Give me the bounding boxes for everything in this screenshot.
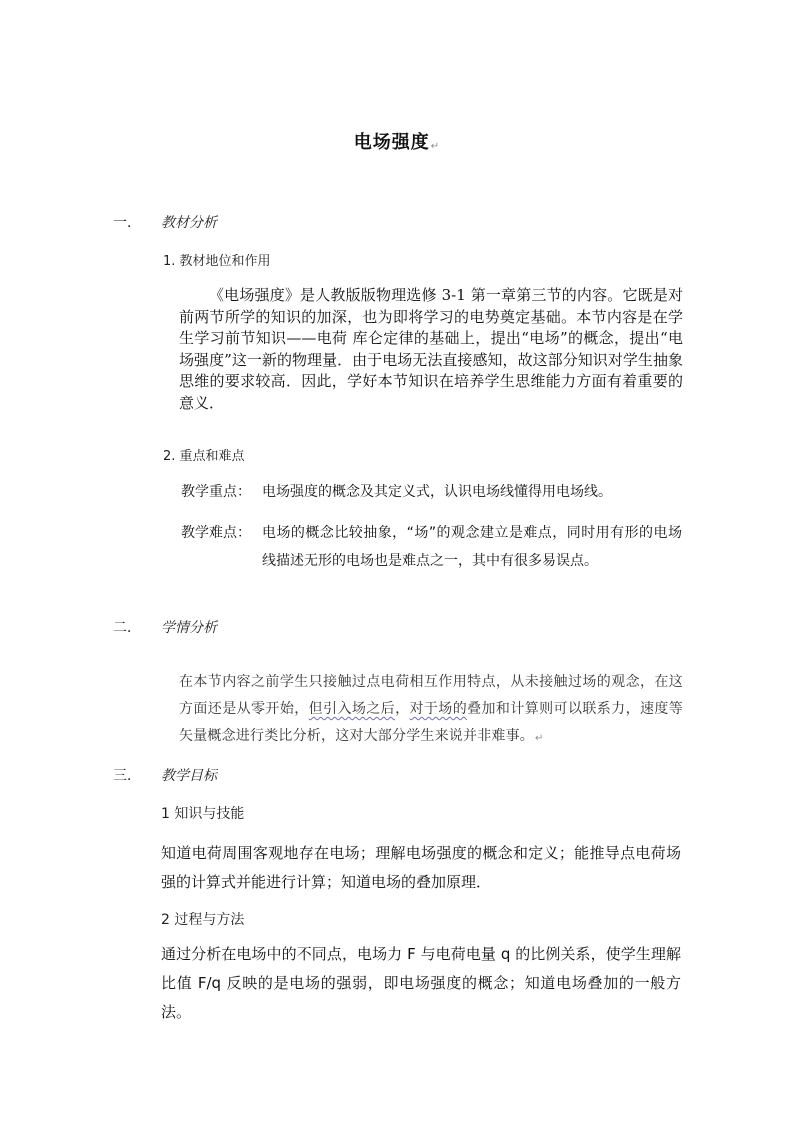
subsection-1-2-heading: 2. 重点和难点 — [163, 449, 245, 464]
difficult-point-value: 电场的概念比较抽象，“场”的观念建立是难点，同时用有形的电场线描述无形的电场也是难点之一，其中有很多易误点。 — [262, 525, 682, 569]
section-3-title: 教学目标 — [161, 768, 217, 784]
paragraph-mark-icon: ↵ — [535, 733, 544, 744]
student-analysis-paragraph — [179, 669, 683, 752]
student-analysis-text-2: 但引入场之后 — [308, 701, 396, 717]
document-title-text: 电场强度 — [353, 132, 430, 153]
subsection-1-1-heading: 1. 教材地位和作用 — [163, 254, 271, 269]
key-point-value: 电场强度的概念及其定义式，认识电场线懂得用电场线。 — [262, 484, 612, 500]
subsection-1-1-paragraph: 《电场强度》是人教版版物理选修 3-1 第一章第三节的内容。它既是对前两节所学的知识的加深，也为即将学习的电势奠定基础。本节内容是在学生学习前节知识——电荷 库仑定律的基础上，提出“电场”的概念，提出“电场强度”这一新的物理量．由于电场无法直接感知，故这部分知识对学生抽象思维的要求较高．因此，学好本节知识在培养学生思维能力方面有着重要的意义． — [179, 286, 683, 412]
student-analysis-text-4: 对于场的 — [409, 701, 468, 717]
section-3-number: 三． — [113, 768, 141, 784]
paragraph-mark-icon: ↵ — [430, 141, 441, 152]
student-analysis-text-3: ， — [395, 701, 410, 717]
document-title — [0, 128, 794, 154]
goal-2-paragraph: 通过分析在电场中的不同点，电场力 F 与电荷电量 q 的比例关系，使学生理解比值 F/q 反映的是电场的强弱，即电场强度的概念；知道电场叠加的一般方法。 — [161, 945, 681, 1021]
section-2-title: 学情分析 — [161, 620, 217, 636]
goal-1-paragraph: 知道电荷周围客观地存在电场；理解电场强度的概念和定义；能推导点电荷场强的计算式并能进行计算；知道电场的叠加原理． — [161, 844, 681, 891]
difficult-point-label: 教学难点： — [181, 525, 251, 541]
student-analysis-text-1: 在本节内容之前学生只接触过点电荷相互作用特点，从未接触过场的观念，在这方面还是从零开始， — [179, 674, 683, 717]
section-2-number: 二． — [113, 620, 141, 636]
student-analysis-text-5: 叠加和计算则可以联系力，速度等矢量概念进行类比分析，这对大部分学生来说并非难事。 — [179, 701, 683, 744]
section-1-title: 教材分析 — [161, 215, 217, 231]
section-1-number: 一． — [113, 215, 141, 231]
goal-2-heading: 2 过程与方法 — [161, 912, 245, 928]
goal-1-heading: 1 知识与技能 — [161, 806, 245, 822]
key-point-label: 教学重点： — [181, 484, 251, 500]
